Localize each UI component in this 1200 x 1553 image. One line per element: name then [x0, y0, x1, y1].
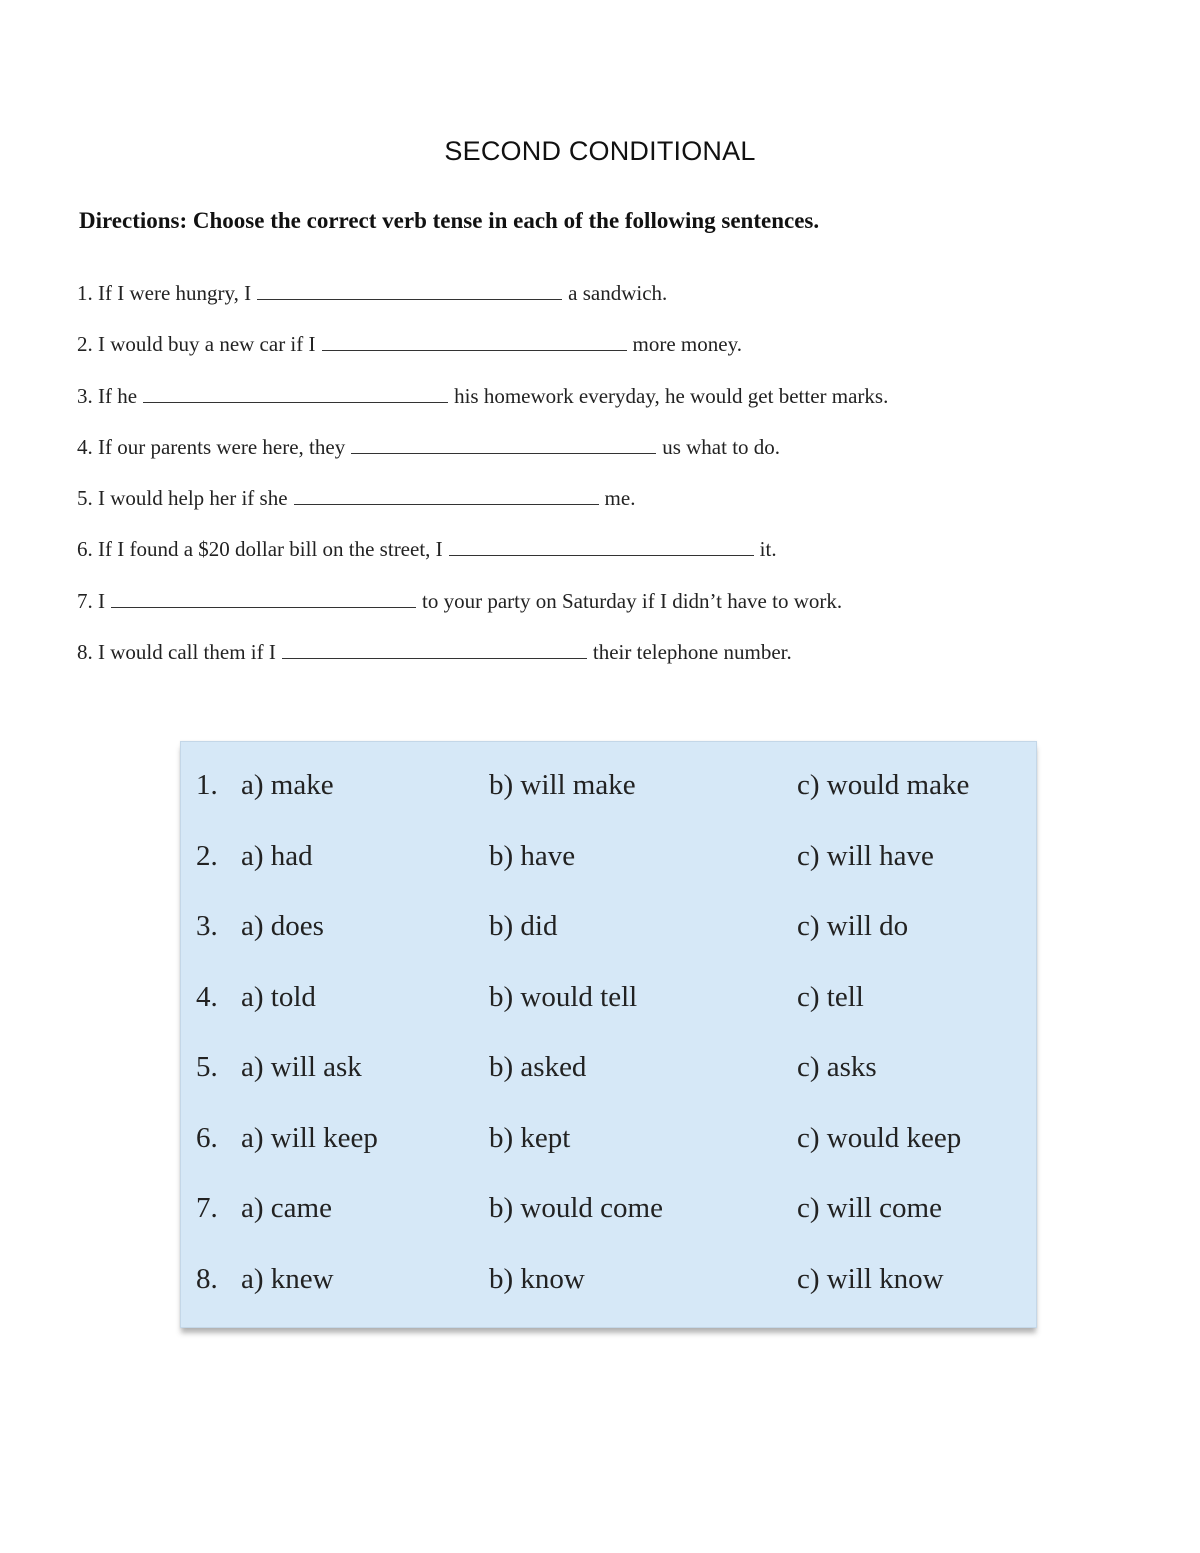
option-row-7 [181, 1188, 1036, 1228]
option-a[interactable]: a) will keep [241, 1121, 378, 1154]
option-number: 5. [196, 1051, 218, 1083]
sentence-text-after: a sandwich. [568, 281, 668, 305]
option-c[interactable]: c) will do [797, 910, 909, 942]
sentence-list [77, 278, 1127, 688]
sentence-text-after: to your party on Saturday if I didn’t have to work. [422, 588, 843, 613]
option-c[interactable]: c) would keep [797, 1121, 962, 1154]
answer-blank-7[interactable] [111, 588, 416, 608]
option-b[interactable]: b) would tell [489, 980, 638, 1013]
answer-blank-1[interactable] [257, 280, 562, 300]
option-number: 7. [196, 1192, 218, 1224]
option-row-2 [181, 836, 1036, 876]
sentence-1 [77, 278, 1127, 329]
option-number: 6. [196, 1121, 218, 1154]
sentence-7 [77, 586, 1127, 637]
option-b[interactable]: b) asked [489, 1051, 587, 1083]
sentence-3 [77, 381, 1127, 432]
answer-blank-3[interactable] [143, 383, 448, 403]
option-row-4 [181, 977, 1036, 1017]
sentence-text-before: 1. If I were hungry, I [77, 281, 252, 305]
sentence-6 [77, 534, 1127, 585]
option-a[interactable]: a) had [241, 839, 313, 872]
answer-blank-2[interactable] [322, 331, 627, 351]
option-b[interactable]: b) know [489, 1262, 585, 1295]
sentence-4 [77, 432, 1127, 483]
option-row-6 [181, 1118, 1036, 1158]
sentence-text-before: 3. If he [77, 383, 138, 408]
sentence-text-after: it. [759, 537, 777, 562]
option-c[interactable]: c) will have [797, 839, 934, 872]
sentence-text-after: us what to do. [662, 434, 781, 459]
option-a[interactable]: a) came [241, 1192, 332, 1224]
option-b[interactable]: b) kept [489, 1121, 571, 1154]
sentence-text-after: more money. [632, 332, 742, 357]
option-b[interactable]: b) did [489, 910, 558, 942]
sentence-text-before: 5. I would help her if she [77, 486, 288, 511]
option-row-1 [181, 765, 1036, 805]
answer-blank-4[interactable] [351, 434, 656, 454]
sentence-text-before: 4. If our parents were here, they [77, 434, 346, 459]
sentence-text-before: 2. I would buy a new car if I [77, 332, 316, 357]
sentence-2 [77, 329, 1127, 380]
sentence-text-before: 6. If I found a $20 dollar bill on the street, I [77, 537, 443, 562]
answer-blank-6[interactable] [449, 536, 754, 556]
page-title: SECOND CONDITIONAL [444, 136, 756, 166]
answer-blank-5[interactable] [294, 485, 599, 505]
sentence-8 [77, 637, 1127, 688]
option-b[interactable]: b) will make [489, 769, 636, 801]
option-number: 4. [196, 980, 218, 1013]
option-b[interactable]: b) have [489, 839, 576, 872]
option-c[interactable]: c) will know [797, 1262, 944, 1295]
option-c[interactable]: c) tell [797, 980, 864, 1013]
sentence-5 [77, 483, 1127, 534]
option-b[interactable]: b) would come [489, 1192, 663, 1224]
option-row-5 [181, 1047, 1036, 1087]
answer-blank-8[interactable] [282, 639, 587, 659]
answer-options-box [180, 741, 1037, 1328]
option-row-3 [181, 906, 1036, 946]
option-a[interactable]: a) told [241, 980, 316, 1013]
option-a[interactable]: a) knew [241, 1262, 334, 1295]
sentence-text-after: his homework everyday, he would get better marks. [454, 383, 889, 408]
option-c[interactable]: c) would make [797, 769, 970, 801]
sentence-text-before: 8. I would call them if I [77, 640, 276, 665]
option-c[interactable]: c) will come [797, 1192, 942, 1224]
option-row-8 [181, 1259, 1036, 1299]
option-number: 8. [196, 1262, 218, 1295]
option-number: 1. [196, 769, 218, 801]
option-number: 2. [196, 839, 218, 872]
option-number: 3. [196, 910, 218, 942]
option-a[interactable]: a) make [241, 769, 334, 801]
option-c[interactable]: c) asks [797, 1051, 877, 1083]
option-a[interactable]: a) will ask [241, 1051, 362, 1083]
option-a[interactable]: a) does [241, 910, 324, 942]
directions-text: Directions: Choose the correct verb tense in each of the following sentences. [79, 208, 820, 233]
sentence-text-after: their telephone number. [592, 640, 792, 665]
sentence-text-after: me. [604, 486, 636, 511]
sentence-text-before: 7. I [77, 588, 105, 613]
